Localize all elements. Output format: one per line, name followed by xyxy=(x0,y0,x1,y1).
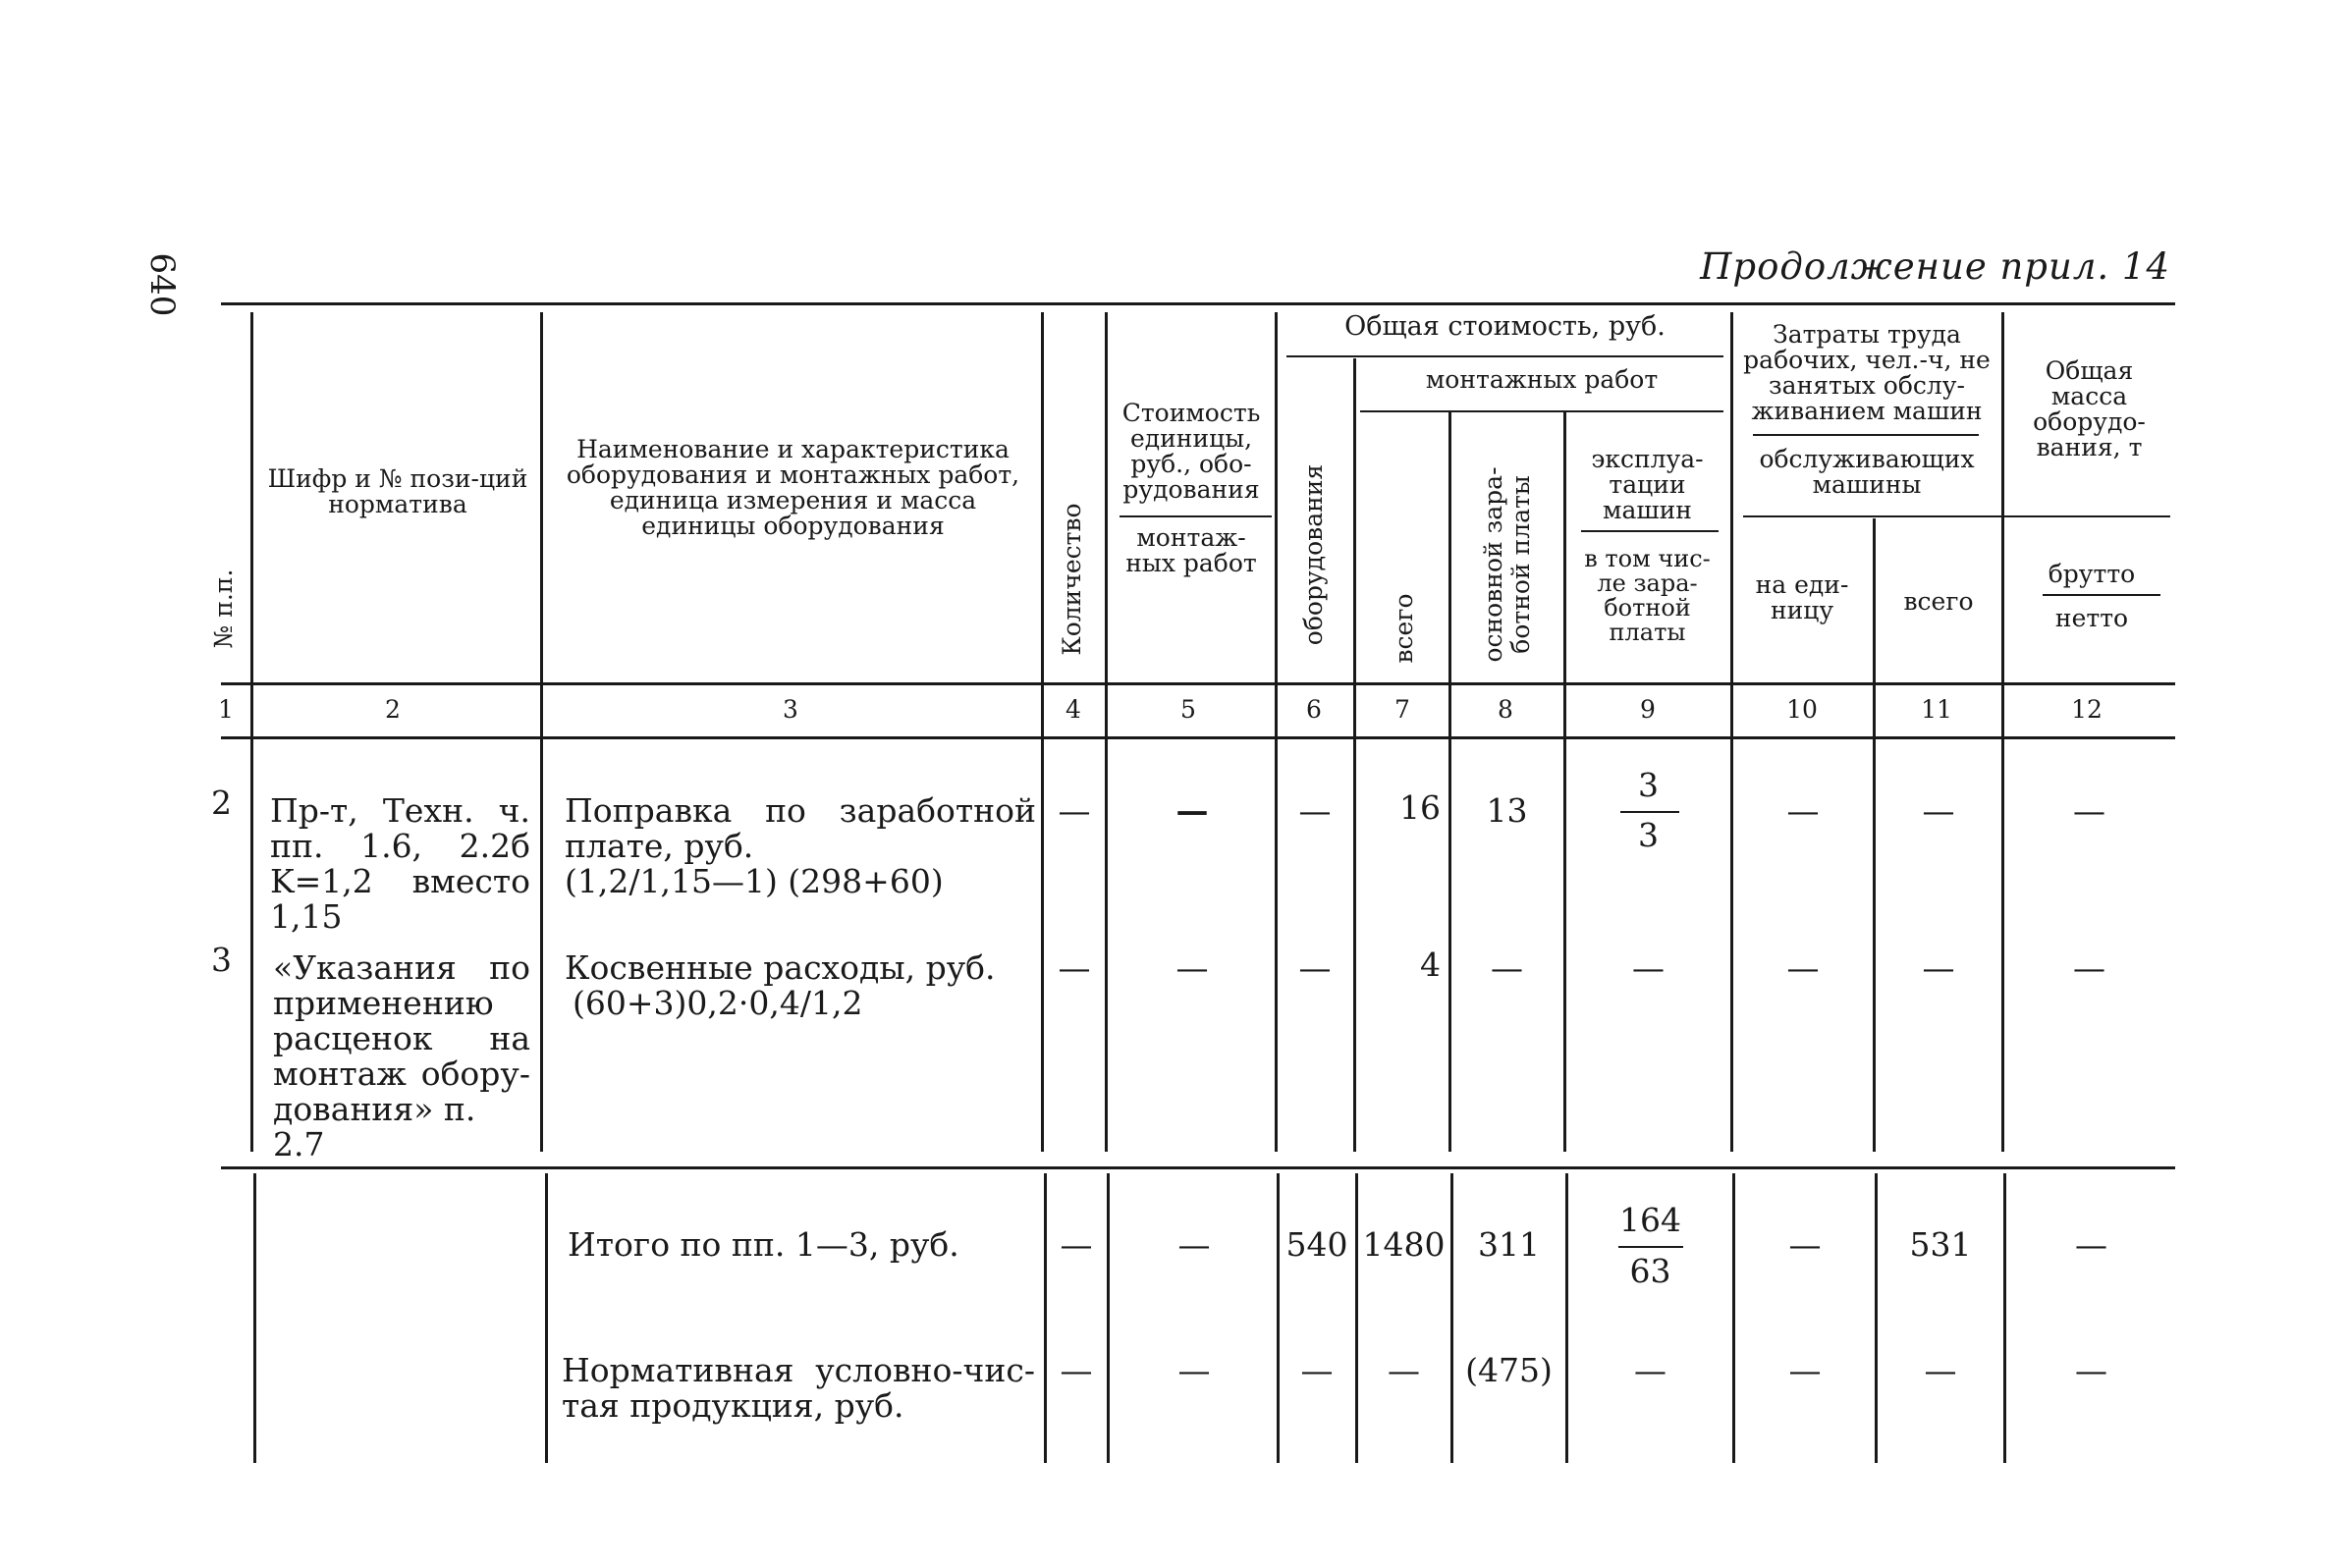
header-mount-works: монтажных работ xyxy=(1425,365,1659,394)
col-number: 12 xyxy=(2071,695,2103,724)
cell-col-8: 311 xyxy=(1478,1225,1540,1264)
cell-col-6: — xyxy=(1298,948,1332,987)
row-code xyxy=(273,950,530,1162)
fraction-line xyxy=(1618,1246,1683,1248)
col-number: 7 xyxy=(1394,695,1410,724)
row-code-line: K=1,2 вместо xyxy=(270,862,530,900)
row-code xyxy=(270,793,530,935)
header-col-1: № п.п. xyxy=(209,568,238,649)
col-number: 11 xyxy=(1921,695,1952,724)
header-col-4: Количество xyxy=(1058,503,1086,656)
header-col-12-brutto: брутто xyxy=(2048,560,2136,588)
col-number: 4 xyxy=(1065,695,1081,724)
cell-col-11: 531 xyxy=(1909,1225,1972,1264)
cell-col-5: — xyxy=(1175,948,1209,987)
cell-col-4: — xyxy=(1060,1351,1093,1389)
cell-col-12: — xyxy=(2073,791,2105,830)
header-col-12-top: Общая масса оборудо-вания, т xyxy=(2033,356,2146,461)
cell-col-7: 1480 xyxy=(1362,1225,1446,1264)
header-col-2: Шифр и № пози-ций норматива xyxy=(267,464,528,518)
header-labor: Затраты труда рабочих, чел.-ч, не занятых обслу-живанием машин xyxy=(1743,320,1991,425)
cell-col-12: — xyxy=(2073,948,2105,987)
col-number: 9 xyxy=(1640,695,1656,724)
cell-col-9-bottom: 3 xyxy=(1638,816,1659,854)
cell-col-4: — xyxy=(1058,948,1091,987)
cell-col-7: — xyxy=(1388,1351,1420,1389)
cell-col-6: 540 xyxy=(1285,1225,1348,1264)
header-col-11: всего xyxy=(1903,587,1974,616)
cell-col-9: — xyxy=(1632,948,1665,987)
normative-label-line: тая продукция, руб. xyxy=(562,1386,904,1425)
normative-label xyxy=(562,1353,1035,1424)
header-col-9-bottom: в том чис-ле зара-ботной платы xyxy=(1584,545,1711,646)
header-col-10: на еди-ницу xyxy=(1755,570,1849,624)
row-name-line: плате, руб. xyxy=(565,827,754,865)
page-number: 640 xyxy=(142,252,182,317)
header-total-cost: Общая стоимость, руб. xyxy=(1344,311,1666,342)
cell-col-7: 16 xyxy=(1399,788,1441,827)
cell-col-9-bottom: 63 xyxy=(1629,1252,1671,1290)
header-col-6: оборудования xyxy=(1299,463,1328,646)
row-code-line: расценок на xyxy=(273,1019,530,1057)
cell-col-8: — xyxy=(1491,948,1523,987)
header-col-5-top: Стоимость единицы, руб., обо-рудования xyxy=(1121,399,1261,504)
totals-label: Итого по пп. 1—3, руб. xyxy=(568,1225,959,1264)
col-number: 3 xyxy=(783,695,798,724)
col-number: 5 xyxy=(1180,695,1196,724)
cell-col-11: — xyxy=(1924,1351,1957,1389)
row-name-line: Поправка по заработной xyxy=(565,791,1036,830)
cell-col-10: — xyxy=(1788,1351,1822,1389)
header-col-3: Наименование и характеристика оборудования и монтажных работ, единица измерения и масса единицы оборудования xyxy=(566,435,1020,540)
cell-col-4: — xyxy=(1058,791,1091,830)
cell-col-5: — xyxy=(1177,1225,1211,1264)
cell-col-9-top: 3 xyxy=(1638,766,1659,804)
row-code-line: пп. 1.6, 2.2б xyxy=(270,827,530,865)
header-col-8: основной зара-ботной платы xyxy=(1479,466,1535,663)
header-col-5-bottom: монтаж-ных работ xyxy=(1125,523,1257,577)
row-code-line: 1,15 xyxy=(270,897,343,936)
fraction-line xyxy=(1620,811,1679,813)
normative-label-line: Нормативная условно-чис- xyxy=(562,1351,1035,1389)
cell-col-11: — xyxy=(1922,948,1955,987)
cell-col-10: — xyxy=(1786,948,1820,987)
header-col-12-netto: нетто xyxy=(2054,604,2129,632)
cell-col-8: (475) xyxy=(1465,1351,1553,1389)
cell-col-9-top: 164 xyxy=(1619,1201,1681,1239)
cell-col-5: — xyxy=(1177,1351,1211,1389)
row-name-line: Косвенные расходы, руб. xyxy=(565,948,996,987)
row-code-line: Пр-т, Техн. ч. xyxy=(270,791,530,830)
continuation-title: Продолжение прил. 14 xyxy=(1700,245,2170,288)
cell-col-11: — xyxy=(1922,791,1955,830)
col-number: 1 xyxy=(218,695,234,724)
col-number: 6 xyxy=(1306,695,1322,724)
row-code-line: «Указания по xyxy=(273,948,530,987)
col-number: 8 xyxy=(1498,695,1513,724)
cell-col-6: — xyxy=(1300,1351,1334,1389)
cell-col-5: — xyxy=(1175,791,1209,830)
row-code-line: дования» п. 2.7 xyxy=(273,1090,476,1163)
header-labor-sub: обслуживающих машины xyxy=(1759,445,1975,499)
row-name xyxy=(565,793,1036,899)
row-code-line: применению xyxy=(273,984,494,1022)
cell-col-9: — xyxy=(1634,1351,1666,1389)
row-number: 3 xyxy=(211,941,232,979)
row-code-line: монтаж обору- xyxy=(273,1054,530,1093)
row-name xyxy=(565,950,1036,1021)
cell-col-12: — xyxy=(2075,1225,2107,1264)
cell-col-4: — xyxy=(1060,1225,1093,1264)
cell-col-12: — xyxy=(2075,1351,2107,1389)
row-name-line: (60+3)0,2·0,4/1,2 xyxy=(573,984,863,1022)
cell-col-6: — xyxy=(1298,791,1332,830)
cell-col-8: 13 xyxy=(1486,791,1528,830)
col-number: 10 xyxy=(1786,695,1818,724)
cell-col-10: — xyxy=(1788,1225,1822,1264)
header-col-9-top: эксплуа-тации машин xyxy=(1591,445,1704,524)
header-col-7: всего xyxy=(1390,593,1418,664)
row-name-line: (1,2/1,15—1) (298+60) xyxy=(565,862,944,900)
cell-col-7: 4 xyxy=(1420,946,1441,984)
col-number: 2 xyxy=(385,695,401,724)
cell-col-10: — xyxy=(1786,791,1820,830)
row-number: 2 xyxy=(211,784,232,822)
